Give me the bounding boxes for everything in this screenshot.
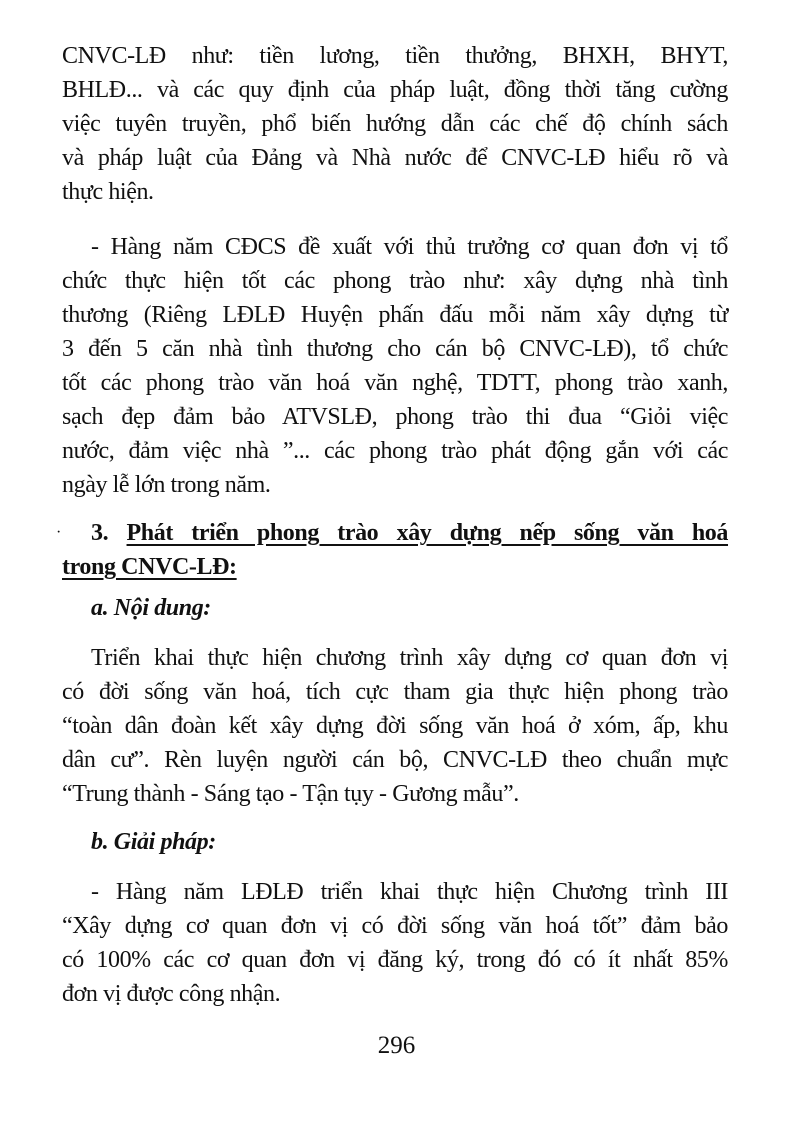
text-line: thực hiện.: [62, 179, 154, 205]
subsection-a-title: a. Nội dung:: [91, 595, 211, 621]
text-line: thương (Riêng LĐLĐ Huyện phấn đấu mỗi năm xây dựng từ: [62, 302, 728, 328]
section-number: 3.: [91, 520, 109, 546]
text-line: “Xây dựng cơ quan đơn vị có đời sống văn hoá tốt” đảm bảo: [62, 913, 728, 939]
text-line: 3 đến 5 căn nhà tình thương cho cán bộ CNVC-LĐ), tổ chức: [62, 336, 728, 362]
text-line: BHLĐ... và các quy định của pháp luật, đồng thời tăng cường: [62, 77, 728, 103]
text-line: Triển khai thực hiện chương trình xây dựng cơ quan đơn vị: [91, 645, 728, 671]
text-line: “Trung thành - Sáng tạo - Tận tụy - Gương mẫu”.: [62, 781, 519, 807]
text-line: nước, đảm việc nhà ”... các phong trào phát động gắn với các: [62, 438, 728, 464]
text-line: “toàn dân đoàn kết xây dựng đời sống văn hoá ở xóm, ấp, khu: [62, 713, 728, 739]
text-line: tốt các phong trào văn hoá văn nghệ, TDTT, phong trào xanh,: [62, 370, 728, 396]
page-number: 296: [377, 1032, 416, 1059]
text-line: dân cư”. Rèn luyện người cán bộ, CNVC-LĐ theo chuẩn mực: [62, 747, 728, 773]
text-line: việc tuyên truyền, phổ biến hướng dẫn các chế độ chính sách: [62, 111, 728, 137]
section-title: Phát triển phong trào xây dựng nếp sống văn hoá: [126, 520, 729, 546]
text-line: - Hàng năm LĐLĐ triển khai thực hiện Chương trình III: [91, 879, 728, 905]
text-line: sạch đẹp đảm bảo ATVSLĐ, phong trào thi đua “Giỏi việc: [62, 404, 728, 430]
subsection-b-title: b. Giải pháp:: [91, 829, 216, 855]
text-line: có 100% các cơ quan đơn vị đăng ký, trong đó có ít nhất 85%: [62, 947, 728, 973]
text-line: có đời sống văn hoá, tích cực tham gia thực hiện phong trào: [62, 679, 728, 705]
text-line: và pháp luật của Đảng và Nhà nước để CNVC-LĐ hiểu rõ và: [62, 145, 728, 171]
text-line: chức thực hiện tốt các phong trào như: xây dựng nhà tình: [62, 268, 728, 294]
heading-line: [91, 517, 728, 550]
text-line: đơn vị được công nhận.: [62, 981, 281, 1007]
text-line: - Hàng năm CĐCS đề xuất với thủ trưởng cơ quan đơn vị tổ: [91, 234, 728, 260]
section-title-line-2: trong CNVC-LĐ:: [62, 554, 237, 580]
text-line: CNVC-LĐ như: tiền lương, tiền thưởng, BHXH, BHYT,: [62, 43, 728, 69]
stray-dot: ·: [56, 524, 62, 541]
text-line: ngày lễ lớn trong năm.: [62, 472, 271, 498]
